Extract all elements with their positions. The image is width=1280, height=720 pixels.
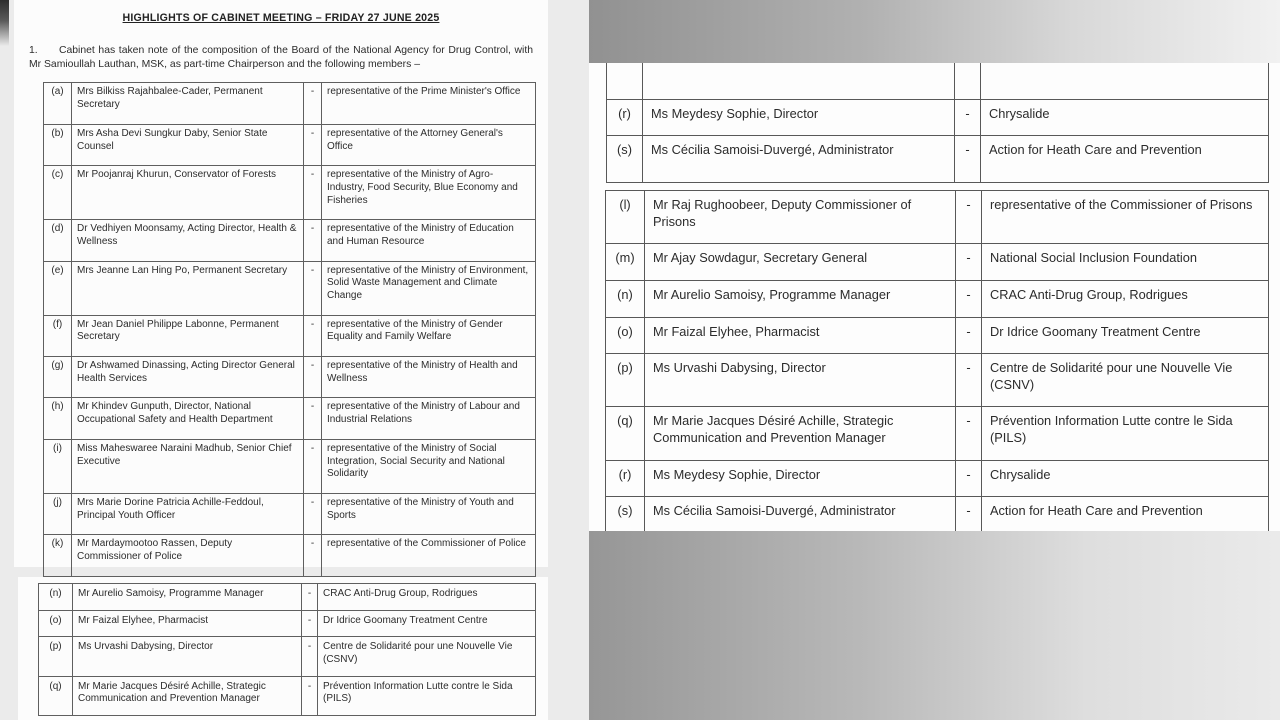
row-label: (c) xyxy=(44,166,72,220)
row-label: (j) xyxy=(44,493,72,534)
member-name: Dr Ashwamed Dinassing, Acting Director General Health Services xyxy=(72,357,304,398)
dash-separator: - xyxy=(302,610,318,637)
dash-separator: - xyxy=(302,584,318,611)
dash-separator: - xyxy=(304,124,322,165)
table-row xyxy=(39,637,536,676)
dash-separator: - xyxy=(955,100,981,136)
row-label: (l) xyxy=(606,191,645,244)
member-organisation: representative of the Ministry of Gender Equality and Family Welfare xyxy=(322,315,536,356)
dash-separator: - xyxy=(304,315,322,356)
row-label: (o) xyxy=(39,610,73,637)
dash-separator: - xyxy=(956,354,982,407)
table-row xyxy=(44,220,536,261)
row-label: (q) xyxy=(39,676,73,715)
member-name: Mr Jean Daniel Philippe Labonne, Permanent Secretary xyxy=(72,315,304,356)
member-name: Mrs Bilkiss Rajahbalee-Cader, Permanent Secretary xyxy=(72,83,304,124)
row-label: (e) xyxy=(44,261,72,315)
member-organisation: National Social Inclusion Foundation xyxy=(982,244,1269,281)
dash-separator: - xyxy=(955,135,981,183)
table-row xyxy=(607,100,1269,136)
table-row xyxy=(606,497,1269,534)
member-organisation: representative of the Ministry of Health and Wellness xyxy=(322,357,536,398)
member-name: Dr Vedhiyen Moonsamy, Acting Director, Health & Wellness xyxy=(72,220,304,261)
member-name: Ms Cécilia Samoisi-Duvergé, Administrator xyxy=(645,497,956,534)
row-label: (m) xyxy=(606,244,645,281)
member-organisation: representative of the Ministry of Environment, Solid Waste Management and Climate Change xyxy=(322,261,536,315)
row-label: (b) xyxy=(44,124,72,165)
member-organisation: representative of the Ministry of Education and Human Resource xyxy=(322,220,536,261)
member-organisation: Action for Heath Care and Prevention xyxy=(982,497,1269,534)
member-name: Ms Cécilia Samoisi-Duvergé, Administrator xyxy=(643,135,955,183)
cut-off-row xyxy=(607,63,1269,100)
member-name: Ms Meydesy Sophie, Director xyxy=(645,460,956,497)
dash-separator: - xyxy=(956,191,982,244)
member-organisation: Chrysalide xyxy=(982,460,1269,497)
table-row xyxy=(606,460,1269,497)
paragraph-number: 1. xyxy=(29,45,38,56)
table-row xyxy=(39,584,536,611)
dash-separator: - xyxy=(304,493,322,534)
dash-separator: - xyxy=(302,676,318,715)
table-row xyxy=(39,610,536,637)
member-organisation: representative of the Ministry of Social Integration, Social Security and National Solidarity xyxy=(322,439,536,493)
member-name: Mr Raj Rughoobeer, Deputy Commissioner of Prisons xyxy=(645,191,956,244)
member-organisation: representative of the Ministry of Agro-Industry, Food Security, Blue Economy and Fisheries xyxy=(322,166,536,220)
table-row xyxy=(606,244,1269,281)
table-row xyxy=(606,407,1269,460)
dash-separator: - xyxy=(304,220,322,261)
row-label: (p) xyxy=(606,354,645,407)
member-organisation: representative of the Attorney General's Office xyxy=(322,124,536,165)
table-row xyxy=(44,315,536,356)
member-organisation: Prévention Information Lutte contre le Sida (PILS) xyxy=(982,407,1269,460)
board-members-table-n-q xyxy=(38,583,536,716)
dash-separator: - xyxy=(956,244,982,281)
row-label: (f) xyxy=(44,315,72,356)
member-name: Mr Aurelio Samoisy, Programme Manager xyxy=(73,584,302,611)
member-name: Mrs Marie Dorine Patricia Achille-Feddoul, Principal Youth Officer xyxy=(72,493,304,534)
member-name: Mr Poojanraj Khurun, Conservator of Forests xyxy=(72,166,304,220)
member-name: Mrs Asha Devi Sungkur Daby, Senior State Counsel xyxy=(72,124,304,165)
member-name: Miss Maheswaree Naraini Madhub, Senior Chief Executive xyxy=(72,439,304,493)
row-label: (s) xyxy=(607,135,643,183)
member-name: Mr Aurelio Samoisy, Programme Manager xyxy=(645,280,956,317)
row-label: (i) xyxy=(44,439,72,493)
row-label: (q) xyxy=(606,407,645,460)
table-row xyxy=(44,493,536,534)
table-row xyxy=(44,535,536,576)
intro-paragraph xyxy=(29,44,533,71)
member-name: Mr Ajay Sowdagur, Secretary General xyxy=(645,244,956,281)
table-row xyxy=(606,280,1269,317)
dash-separator: - xyxy=(304,535,322,576)
member-name: Mrs Jeanne Lan Hing Po, Permanent Secretary xyxy=(72,261,304,315)
member-organisation: Action for Heath Care and Prevention xyxy=(981,135,1269,183)
table-row xyxy=(44,261,536,315)
member-organisation: representative of the Commissioner of Police xyxy=(322,535,536,576)
dash-separator: - xyxy=(956,317,982,354)
dash-separator: - xyxy=(304,357,322,398)
member-organisation: representative of the Ministry of Youth and Sports xyxy=(322,493,536,534)
row-label: (n) xyxy=(606,280,645,317)
row-label: (o) xyxy=(606,317,645,354)
page-title: HIGHLIGHTS OF CABINET MEETING – FRIDAY 27 JUNE 2025 xyxy=(122,12,440,24)
member-name: Mr Mardaymootoo Rassen, Deputy Commissioner of Police xyxy=(72,535,304,576)
member-organisation: Centre de Solidarité pour une Nouvelle Vie (CSNV) xyxy=(982,354,1269,407)
member-name: Mr Faizal Elyhee, Pharmacist xyxy=(645,317,956,354)
row-label: (r) xyxy=(606,460,645,497)
board-members-table-a-k xyxy=(43,82,536,576)
row-label: (p) xyxy=(39,637,73,676)
dash-separator: - xyxy=(956,407,982,460)
member-organisation: CRAC Anti-Drug Group, Rodrigues xyxy=(318,584,536,611)
row-label: (g) xyxy=(44,357,72,398)
dash-separator: - xyxy=(304,166,322,220)
member-organisation: Dr Idrice Goomany Treatment Centre xyxy=(318,610,536,637)
zoomed-table-fragment-r-s xyxy=(606,63,1269,183)
table-row xyxy=(607,135,1269,183)
scan-gradient-top xyxy=(589,0,1280,63)
member-organisation: CRAC Anti-Drug Group, Rodrigues xyxy=(982,280,1269,317)
document-page-2 xyxy=(18,577,548,720)
member-organisation: Centre de Solidarité pour une Nouvelle Vie (CSNV) xyxy=(318,637,536,676)
zoomed-page-panel xyxy=(589,0,1280,720)
row-label: (k) xyxy=(44,535,72,576)
table-row xyxy=(606,354,1269,407)
member-organisation: representative of the Commissioner of Prisons xyxy=(982,191,1269,244)
dash-separator: - xyxy=(304,398,322,439)
member-organisation: representative of the Ministry of Labour and Industrial Relations xyxy=(322,398,536,439)
paragraph-text: Cabinet has taken note of the composition of the Board of the National Agency for Drug Control, with Mr Samioullah Lauthan, MSK, as part-time Chairperson and the following members – xyxy=(29,45,533,70)
row-label: (n) xyxy=(39,584,73,611)
scan-gradient-bottom xyxy=(589,531,1280,720)
member-name: Mr Khindev Gunputh, Director, National Occupational Safety and Health Department xyxy=(72,398,304,439)
table-row xyxy=(44,83,536,124)
member-name: Ms Meydesy Sophie, Director xyxy=(643,100,955,136)
zoomed-table-l-s xyxy=(605,190,1269,534)
row-label: (s) xyxy=(606,497,645,534)
member-organisation: representative of the Prime Minister's Office xyxy=(322,83,536,124)
scan-corner-mark xyxy=(0,0,9,46)
table-row xyxy=(44,124,536,165)
member-organisation: Chrysalide xyxy=(981,100,1269,136)
row-label: (r) xyxy=(607,100,643,136)
dash-separator: - xyxy=(302,637,318,676)
table-row xyxy=(606,191,1269,244)
row-label: (d) xyxy=(44,220,72,261)
dash-separator: - xyxy=(304,261,322,315)
member-name: Mr Marie Jacques Désiré Achille, Strategic Communication and Prevention Manager xyxy=(645,407,956,460)
table-row xyxy=(44,166,536,220)
table-row xyxy=(606,317,1269,354)
row-label: (a) xyxy=(44,83,72,124)
member-name: Mr Faizal Elyhee, Pharmacist xyxy=(73,610,302,637)
table-row xyxy=(44,398,536,439)
member-name: Mr Marie Jacques Désiré Achille, Strategic Communication and Prevention Manager xyxy=(73,676,302,715)
table-row xyxy=(44,357,536,398)
dash-separator: - xyxy=(956,280,982,317)
dash-separator: - xyxy=(956,460,982,497)
document-page-1 xyxy=(14,0,548,567)
member-organisation: Dr Idrice Goomany Treatment Centre xyxy=(982,317,1269,354)
member-organisation: Prévention Information Lutte contre le Sida (PILS) xyxy=(318,676,536,715)
row-label: (h) xyxy=(44,398,72,439)
dash-separator: - xyxy=(304,439,322,493)
member-name: Ms Urvashi Dabysing, Director xyxy=(73,637,302,676)
table-row xyxy=(44,439,536,493)
member-name: Ms Urvashi Dabysing, Director xyxy=(645,354,956,407)
table-row xyxy=(39,676,536,715)
dash-separator: - xyxy=(304,83,322,124)
dash-separator: - xyxy=(956,497,982,534)
